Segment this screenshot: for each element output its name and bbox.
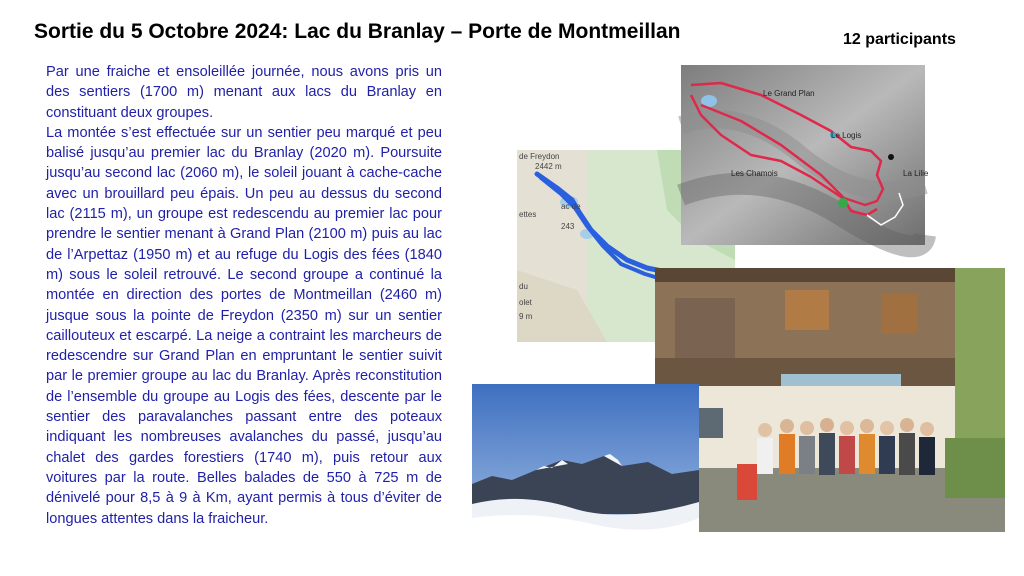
participants-count: 12 participants (843, 31, 956, 48)
group-photo (655, 268, 1005, 532)
map-label-lake-altitude: 243 (561, 222, 575, 231)
group-photo-graphic (655, 268, 1005, 532)
map-label-left-2: du (519, 282, 528, 291)
map-label-left-4: 9 m (519, 312, 533, 321)
slide-title: Sortie du 5 Octobre 2024: Lac du Branlay – Porte de Montmeillan (34, 20, 681, 43)
map-label-peak: de Freydon (519, 152, 560, 161)
report-paragraph-main: La montée s’est effectuée sur un sentier peu marqué et peu balisé jusqu’au premier lac du Branlay (2020 m). Poursuite jusqu’au second lac (2060 m), le soleil jouant à cache-cache avec un brouillard peu épais. Un peu au dessus du second lac (2115 m), un groupe est redescendu au premier lac pour prendre le sentier menant à Grand Plan (2100 m) puis au lac de l’Arpettaz (1950 m) et au refuge du Logis des fées (1840 m) sous le soleil retrouvé. Le second groupe a continué la montée en direction des portes de Montmeillan (2460 m) jusque sous la pointe de Freydon (2350 m) sur un sentier caillouteux et escarpé. La neige a contraint les marcheurs de redescendre sur Grand Plan en empruntant le sentier suivit par le premier groupe au lac du Branlay. Après reconstitution de l’ensemble du groupe au Logis des fées, descente par le sentier des paravalanches passant entre des poteaux indiquant les nombreuses avalanches du passé, jusqu’au chalet des gardes forestiers (1740 m), puis retour aux voitures par la route. Belles balades de 550 à 725 m de dénivelé pour 8,5 à 9 à Km, ayant permis à tous d’éviter de longues attentes dans la fraicheur. (46, 124, 442, 527)
map-label-left-3: olet (519, 298, 532, 307)
map-label-logis: Le Logis (831, 131, 862, 140)
report-paragraph-intro: Par une fraiche et ensoleillée journée, nous avons pris un des sentiers (1700 m) menant aux lacs du Branlay en constituant deux groupes. (46, 64, 442, 121)
map-label-grand-plan: Le Grand Plan (763, 89, 815, 98)
map-label-chamois: Les Chamois (731, 169, 778, 178)
map-label-peak-altitude: 2442 m (535, 162, 562, 171)
route-map-red (681, 65, 929, 245)
mountain-photo-graphic (472, 384, 699, 554)
mountain-photo (472, 384, 699, 554)
map-label-lake: ac de (561, 202, 581, 211)
map-label-right: La Lilie (903, 169, 929, 178)
map-label-left-1: ettes (519, 210, 537, 219)
report-text (46, 62, 442, 529)
